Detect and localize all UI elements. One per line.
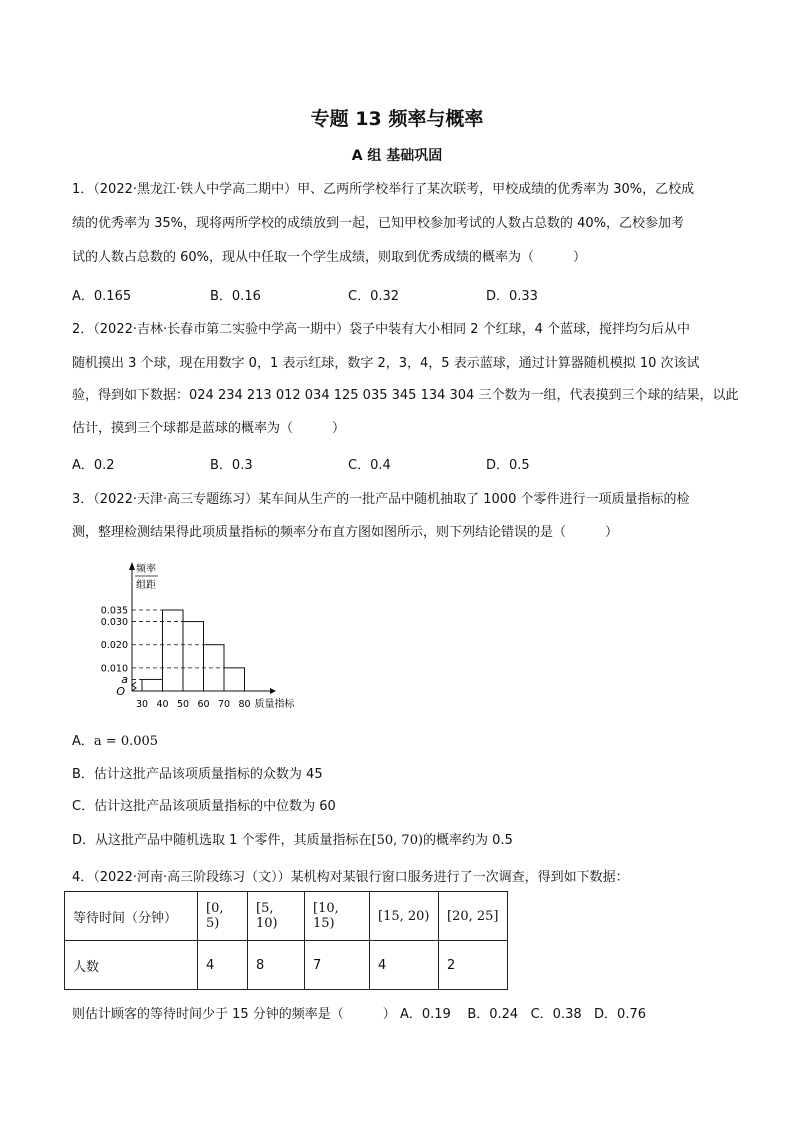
table-header-cell: [10, 15) (305, 892, 370, 941)
q3-option-d-after: 的概率约为 0.5 (423, 833, 513, 848)
histogram-bar (224, 668, 245, 691)
q3-option-c: C．估计这批产品该项质量指标的中位数为 60 (72, 799, 336, 814)
q2-option-b: B．0.3 (210, 458, 253, 473)
x-tick-label: 30 (135, 699, 149, 710)
x-tick-label: 50 (176, 699, 190, 710)
histogram-bar (142, 679, 163, 691)
x-tick-label: 80 (238, 699, 251, 710)
q3-option-b: B．估计这批产品该项质量指标的众数为 45 (72, 767, 323, 782)
table-row (65, 941, 508, 990)
y-axis-label-top: 频率 (136, 564, 156, 575)
q2-line-4: 估计，摸到三个球都是蓝球的概率为（ ） (72, 421, 346, 436)
y-tick-label: a (121, 672, 128, 686)
table-header-cell: [15, 20) (370, 892, 439, 941)
table-header-cell: [0, 5) (198, 892, 248, 941)
y-axis-arrow (129, 562, 135, 570)
y-tick-label: 0.010 (100, 663, 128, 675)
table-cell: 人数 (65, 941, 198, 990)
q1-option-a: A．0.165 (72, 289, 132, 304)
y-tick-label: 0.030 (100, 617, 128, 629)
group-heading: A 组 基础巩固 (351, 148, 443, 164)
histogram-bar (204, 645, 225, 691)
y-axis-label-bottom: 组距 (136, 580, 156, 591)
origin-label: O (116, 685, 125, 698)
q4-option-d: D．0.76 (594, 1007, 647, 1022)
q4-option-c: C．0.38 (530, 1007, 582, 1022)
q4-question (72, 1003, 646, 1022)
histogram-bar (183, 622, 204, 691)
q2-option-a: A．0.2 (72, 458, 115, 473)
q1-option-c: C．0.32 (348, 289, 400, 304)
q1-line-3: 试的人数占总数的 60%，现从中任取一个学生成绩，则取到优秀成绩的概率为（ ） (72, 250, 587, 265)
q3-line-1: 3．（2022·天津·高三专题练习）某车间从生产的一批产品中随机抽取了 1000 个零件进行一项质量指标的检 (72, 492, 690, 507)
q2-line-3: 验，得到如下数据：024 234 213 012 034 125 035 345 134 304 三个数为一组，代表摸到三个球的结果，以此 (72, 388, 739, 403)
q4-question-text: 则估计顾客的等待时间少于 15 分钟的频率是（ ） (72, 1007, 396, 1022)
q2-option-c: C．0.4 (348, 458, 391, 473)
q3-line-2: 测，整理检测结果得此项质量指标的频率分布直方图如图所示，则下列结论错误的是（ ） (72, 525, 619, 540)
table-cell: 8 (248, 941, 305, 990)
q2-option-d: D．0.5 (486, 458, 530, 473)
q3-option-d-interval: [50, 70) (371, 833, 424, 848)
y-tick-label: 0.020 (100, 640, 128, 652)
q2-line-2: 随机摸出 3 个球，现在用数字 0，1 表示红球，数字 2，3，4，5 表示蓝球，通过计算器随机模拟 10 次该试 (72, 356, 700, 371)
x-axis-arrow (270, 688, 276, 694)
table-cell: 7 (305, 941, 370, 990)
q3-option-a (72, 730, 158, 749)
axis-break-mark (132, 682, 136, 691)
y-tick-label: 0.035 (100, 605, 128, 617)
q1-line-1: 1．（2022·黑龙江·铁人中学高二期中）甲、乙两所学校举行了某次联考，甲校成绩的优秀率为 30%，乙校成 (72, 182, 695, 197)
q2-line-1: 2．（2022·吉林·长春市第二实验中学高一期中）袋子中装有大小相同 2 个红球，4 个蓝球，搅拌均匀后从中 (72, 322, 691, 337)
table-cell: 4 (370, 941, 439, 990)
histogram-bar (163, 610, 184, 691)
histogram-chart (100, 552, 320, 722)
x-tick-label: 70 (217, 699, 231, 710)
x-tick-label: 40 (156, 699, 169, 710)
q4-option-b: B．0.24 (467, 1007, 519, 1022)
q3-option-a-math: a = 0.005 (93, 734, 159, 749)
table-header-cell: [20, 25] (439, 892, 508, 941)
table-header-cell: 等待时间（分钟） (65, 892, 198, 941)
q3-option-d-before: D．从这批产品中随机选取 1 个零件，其质量指标在 (72, 833, 372, 848)
q1-option-b: B．0.16 (210, 289, 261, 304)
table-cell: 4 (198, 941, 248, 990)
q4-intro: 4．（2022·河南·高三阶段练习（文））某机构对某银行窗口服务进行了一次调查，得到如下数据： (72, 870, 629, 885)
q1-line-2: 绩的优秀率为 35%，现将两所学校的成绩放到一起，已知甲校参加考试的人数占总数的 40%，乙校参加考 (72, 216, 685, 231)
q4-option-a: A．0.19 (399, 1007, 451, 1022)
x-tick-label: 60 (197, 699, 210, 710)
waiting-time-table (64, 891, 508, 990)
q3-option-a-prefix: A． (72, 734, 94, 749)
table-cell: 2 (439, 941, 508, 990)
table-row (65, 892, 508, 941)
x-axis-label: 质量指标 (254, 699, 295, 710)
table-header-cell: [5, 10) (248, 892, 305, 941)
page-title: 专题 13 频率与概率 (310, 108, 484, 130)
q3-option-d (72, 829, 513, 848)
q1-option-d: D．0.33 (486, 289, 538, 304)
